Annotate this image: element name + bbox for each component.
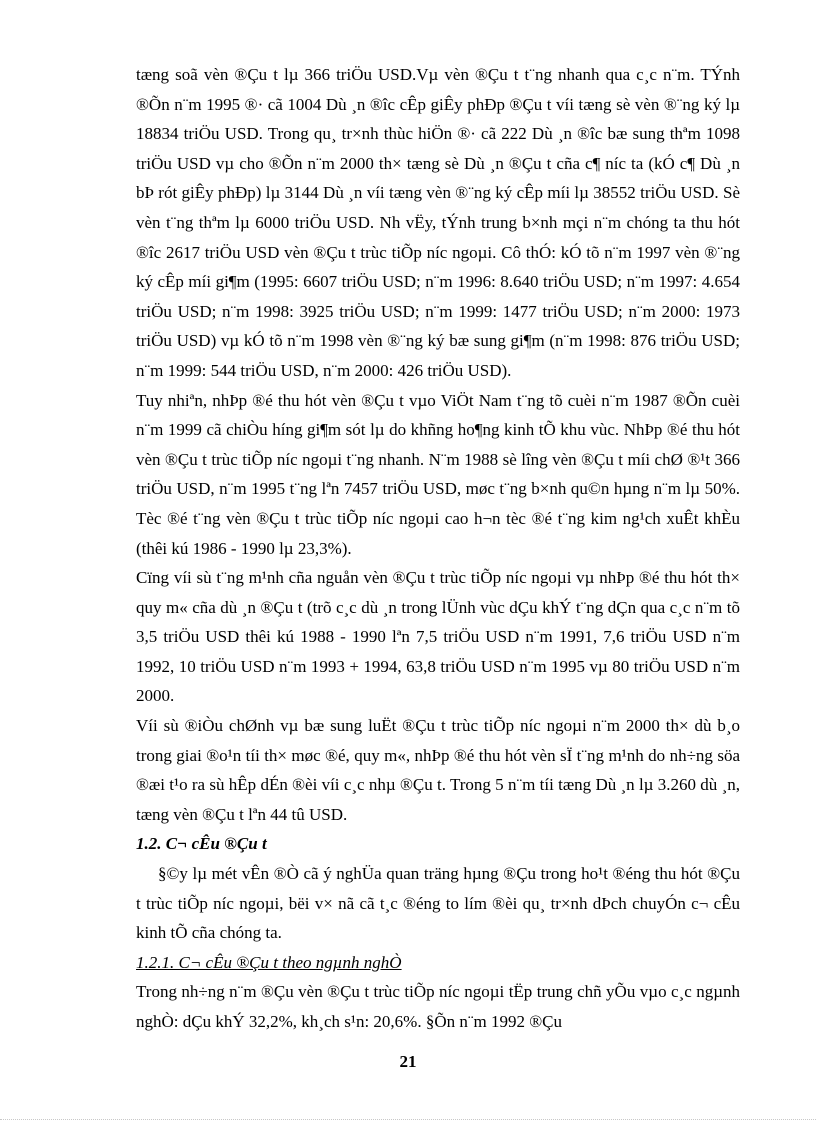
- paragraph-structure-intro: §©y lµ mét vÊn ®Ò cã ý nghÜa quan träng hµng ®Çu trong ho¹t ®éng thu hót ®Çu t trùc tiÕp níc ngoµi, bëi v× nã cã t¸c ®éng to lím ®èi qu¸ tr×nh dÞch chuyÓn c¬ cÊu kinh tÕ cña chóng ta.: [136, 864, 740, 943]
- paragraph-investment-totals: tæng soã vèn ®Çu t lµ 366 triÖu USD.Vµ vèn ®Çu t t¨ng nhanh qua c¸c n¨m. TÝnh ®Õn n¨m 1995 ®· cã 1004 Dù ¸n ®îc cÊp giÊy phÐp ®Çu t víi tæng sè vèn ®¨ng ký lµ 18834 triÖu USD. Trong qu¸ tr×nh thùc hiÖn ®· cã 222 Dù ¸n ®îc bæ sung thªm 1098 triÖu USD vµ cho ®Õn n¨m 2000 th× tæng sè Dù ¸n ®Çu t cña c¶ níc ta (kÓ c¶ Dù ¸n bÞ rót giÊy phÐp) lµ 3144 Dù ¸n víi tæng vèn ®¨ng ký cÊp míi lµ 38552 triÖu USD. Sè vèn t¨ng thªm lµ 6000 triÖu USD. Nh vËy, tÝnh trung b×nh mçi n¨m chóng ta thu hót ®îc 2617 triÖu USD vèn ®Çu t trùc tiÕp níc ngoµi. Cô thÓ: kÓ tõ n¨m 1997 vèn ®¨ng ký cÊp míi gi¶m (1995: 6607 triÖu USD; n¨m 1996: 8.640 triÖu USD; n¨m 1997: 4.654 triÖu USD; n¨m 1998: 3925 triÖu USD; n¨m 1999: 1477 triÖu USD; n¨m 2000: 1973 triÖu USD) vµ kÓ tõ n¨m 1998 vèn ®¨ng ký bæ sung gi¶m (n¨m 1998: 876 triÖu USD; n¨m 1999: 544 triÖu USD, n¨m 2000: 426 triÖu USD).: [136, 65, 740, 380]
- body-text: [136, 60, 740, 1037]
- footer-divider: [0, 1119, 816, 1120]
- paragraph-industry-structure: Trong nh÷ng n¨m ®Çu vèn ®Çu t trùc tiÕp níc ngoµi tËp trung chñ yÕu vµo c¸c ngµnh nghÒ: dÇu khÝ 32,2%, kh¸ch s¹n: 20,6%. §Õn n¨m 1992 ®Çu: [136, 982, 740, 1031]
- paragraph-attraction-pace: Tuy nhiªn, nhÞp ®é thu hót vèn ®Çu t vµo ViÖt Nam t¨ng tõ cuèi n¨m 1987 ®Õn cuèi n¨m 1999 cã chiÒu híng gi¶m sót lµ do khñng ho¶ng kinh tÕ khu vùc. NhÞp ®é thu hót vèn ®Çu t trùc tiÕp níc ngoµi t¨ng nhanh. N¨m 1988 sè lîng vèn ®Çu t míi chØ ®¹t 366 triÖu USD, n¨m 1995 t¨ng lªn 7457 triÖu USD, møc t¨ng b×nh qu©n hµng n¨m lµ 50%. Tèc ®é t¨ng vèn ®Çu t trùc tiÕp níc ngoµi cao h¬n tèc ®é t¨ng kim ng¹ch xuÊt khÈu (thêi kú 1986 - 1990 lµ 23,3%).: [136, 390, 740, 558]
- section-heading: 1.2. C¬ cÊu ®Çu t: [136, 834, 267, 854]
- paragraph-project-scale: Cïng víi sù t¨ng m¹nh cña nguån vèn ®Çu t trùc tiÕp níc ngoµi vµ nhÞp ®é thu hót th× quy m« cña dù ¸n ®Çu t (trõ c¸c dù ¸n trong lÜnh vùc dÇu khÝ t¨ng dÇn qua c¸c n¨m tõ 3,5 triÖu USD thêi kú 1988 - 1990 lªn 7,5 triÖu USD n¨m 1991, 7,6 triÖu USD n¨m 1992, 10 triÖu USD n¨m 1993 + 1994, 63,8 triÖu USD n¨m 1995 vµ 80 triÖu USD n¨m 2000.: [136, 568, 740, 706]
- page-number: 21: [399, 1052, 417, 1071]
- paragraph-law-amendment: Víi sù ®iÒu chØnh vµ bæ sung luËt ®Çu t trùc tiÕp níc ngoµi n¨m 2000 th× dù b¸o trong giai ®o¹n tíi th× møc ®é, quy m«, nhÞp ®é thu hót vèn sÏ t¨ng m¹nh do nh÷ng söa ®æi t¹o ra sù hÊp dÉn ®èi víi c¸c nhµ ®Çu t. Trong 5 n¨m tíi tæng Dù ¸n lµ 3.260 dù ¸n, tæng vèn ®Çu t lªn 44 tû USD.: [136, 716, 740, 824]
- subsection-heading: 1.2.1. C¬ cÊu ®Çu t theo ngµnh nghÒ: [136, 952, 402, 972]
